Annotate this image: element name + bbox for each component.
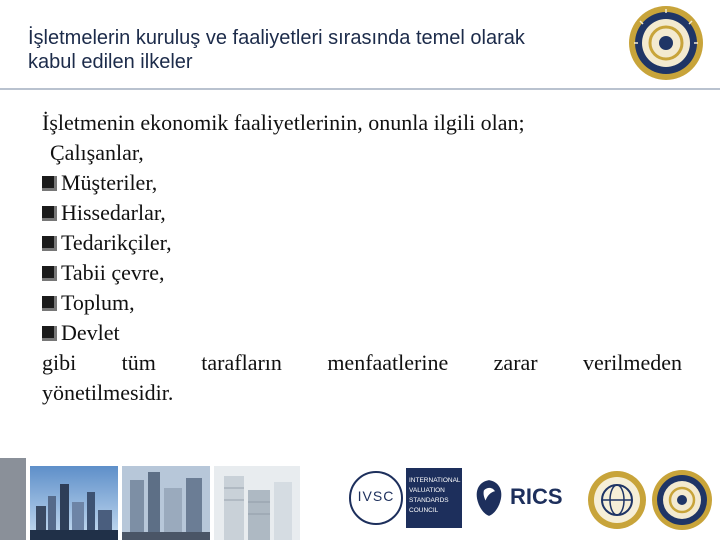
- ivsc-line: COUNCIL: [409, 507, 439, 514]
- checkbox-bullet-icon: [42, 296, 57, 311]
- list-item-label: Müşteriler,: [61, 170, 158, 195]
- list-item-label: Toplum,: [61, 290, 135, 315]
- intro-text: İşletmenin ekonomik faaliyetlerinin, onunla ilgili olan;: [42, 110, 525, 135]
- ivsc-line: STANDARDS: [409, 497, 449, 504]
- checkbox-bullet-icon: [42, 326, 57, 341]
- globe-seal-icon: [586, 462, 648, 534]
- slide-body: [42, 108, 682, 408]
- checkbox-bullet-icon: [42, 236, 57, 251]
- building-sketch-photo: [214, 466, 300, 540]
- checkbox-bullet-icon: [42, 176, 57, 191]
- slide-title: [28, 26, 648, 74]
- list-item: [42, 318, 682, 348]
- checkbox-bullet-icon: [42, 206, 57, 221]
- list-item: [42, 228, 682, 258]
- university-seal-icon: [650, 462, 714, 534]
- footer-accent-bar: [0, 458, 26, 540]
- ivsc-line: INTERNATIONAL: [409, 477, 461, 484]
- list-item: [42, 288, 682, 318]
- towers-photo: [122, 466, 210, 540]
- list-item-label: Devlet: [61, 320, 120, 345]
- list-item: [42, 198, 682, 228]
- university-seal-icon: [626, 4, 706, 82]
- list-item-label: Tabii çevre,: [61, 260, 165, 285]
- list-item-label: Tedarikçiler,: [61, 230, 172, 255]
- ivsc-abbr: IVSC: [357, 488, 395, 504]
- list-item: [42, 168, 682, 198]
- title-divider: [0, 88, 720, 90]
- title-line-1: İşletmelerin kuruluş ve faaliyetleri sırasında temel olarak: [28, 27, 525, 49]
- rics-lion-icon: [472, 476, 506, 520]
- city-skyline-photo: [30, 466, 118, 540]
- list-item: [42, 258, 682, 288]
- closing-text-line-1: gibi tüm tarafların menfaatlerine zarar verilmeden: [42, 350, 682, 375]
- title-line-2: kabul edilen ilkeler: [28, 51, 193, 73]
- checkbox-bullet-icon: [42, 266, 57, 281]
- first-item: Çalışanlar,: [50, 140, 144, 165]
- rics-label: RICS: [510, 484, 563, 509]
- list-item-label: Hissedarlar,: [61, 200, 166, 225]
- ivsc-line: VALUATION: [409, 487, 445, 494]
- closing-text-line-2: yönetilmesidir.: [42, 380, 174, 405]
- ivsc-logo: [346, 462, 466, 534]
- rics-logo: [468, 462, 578, 534]
